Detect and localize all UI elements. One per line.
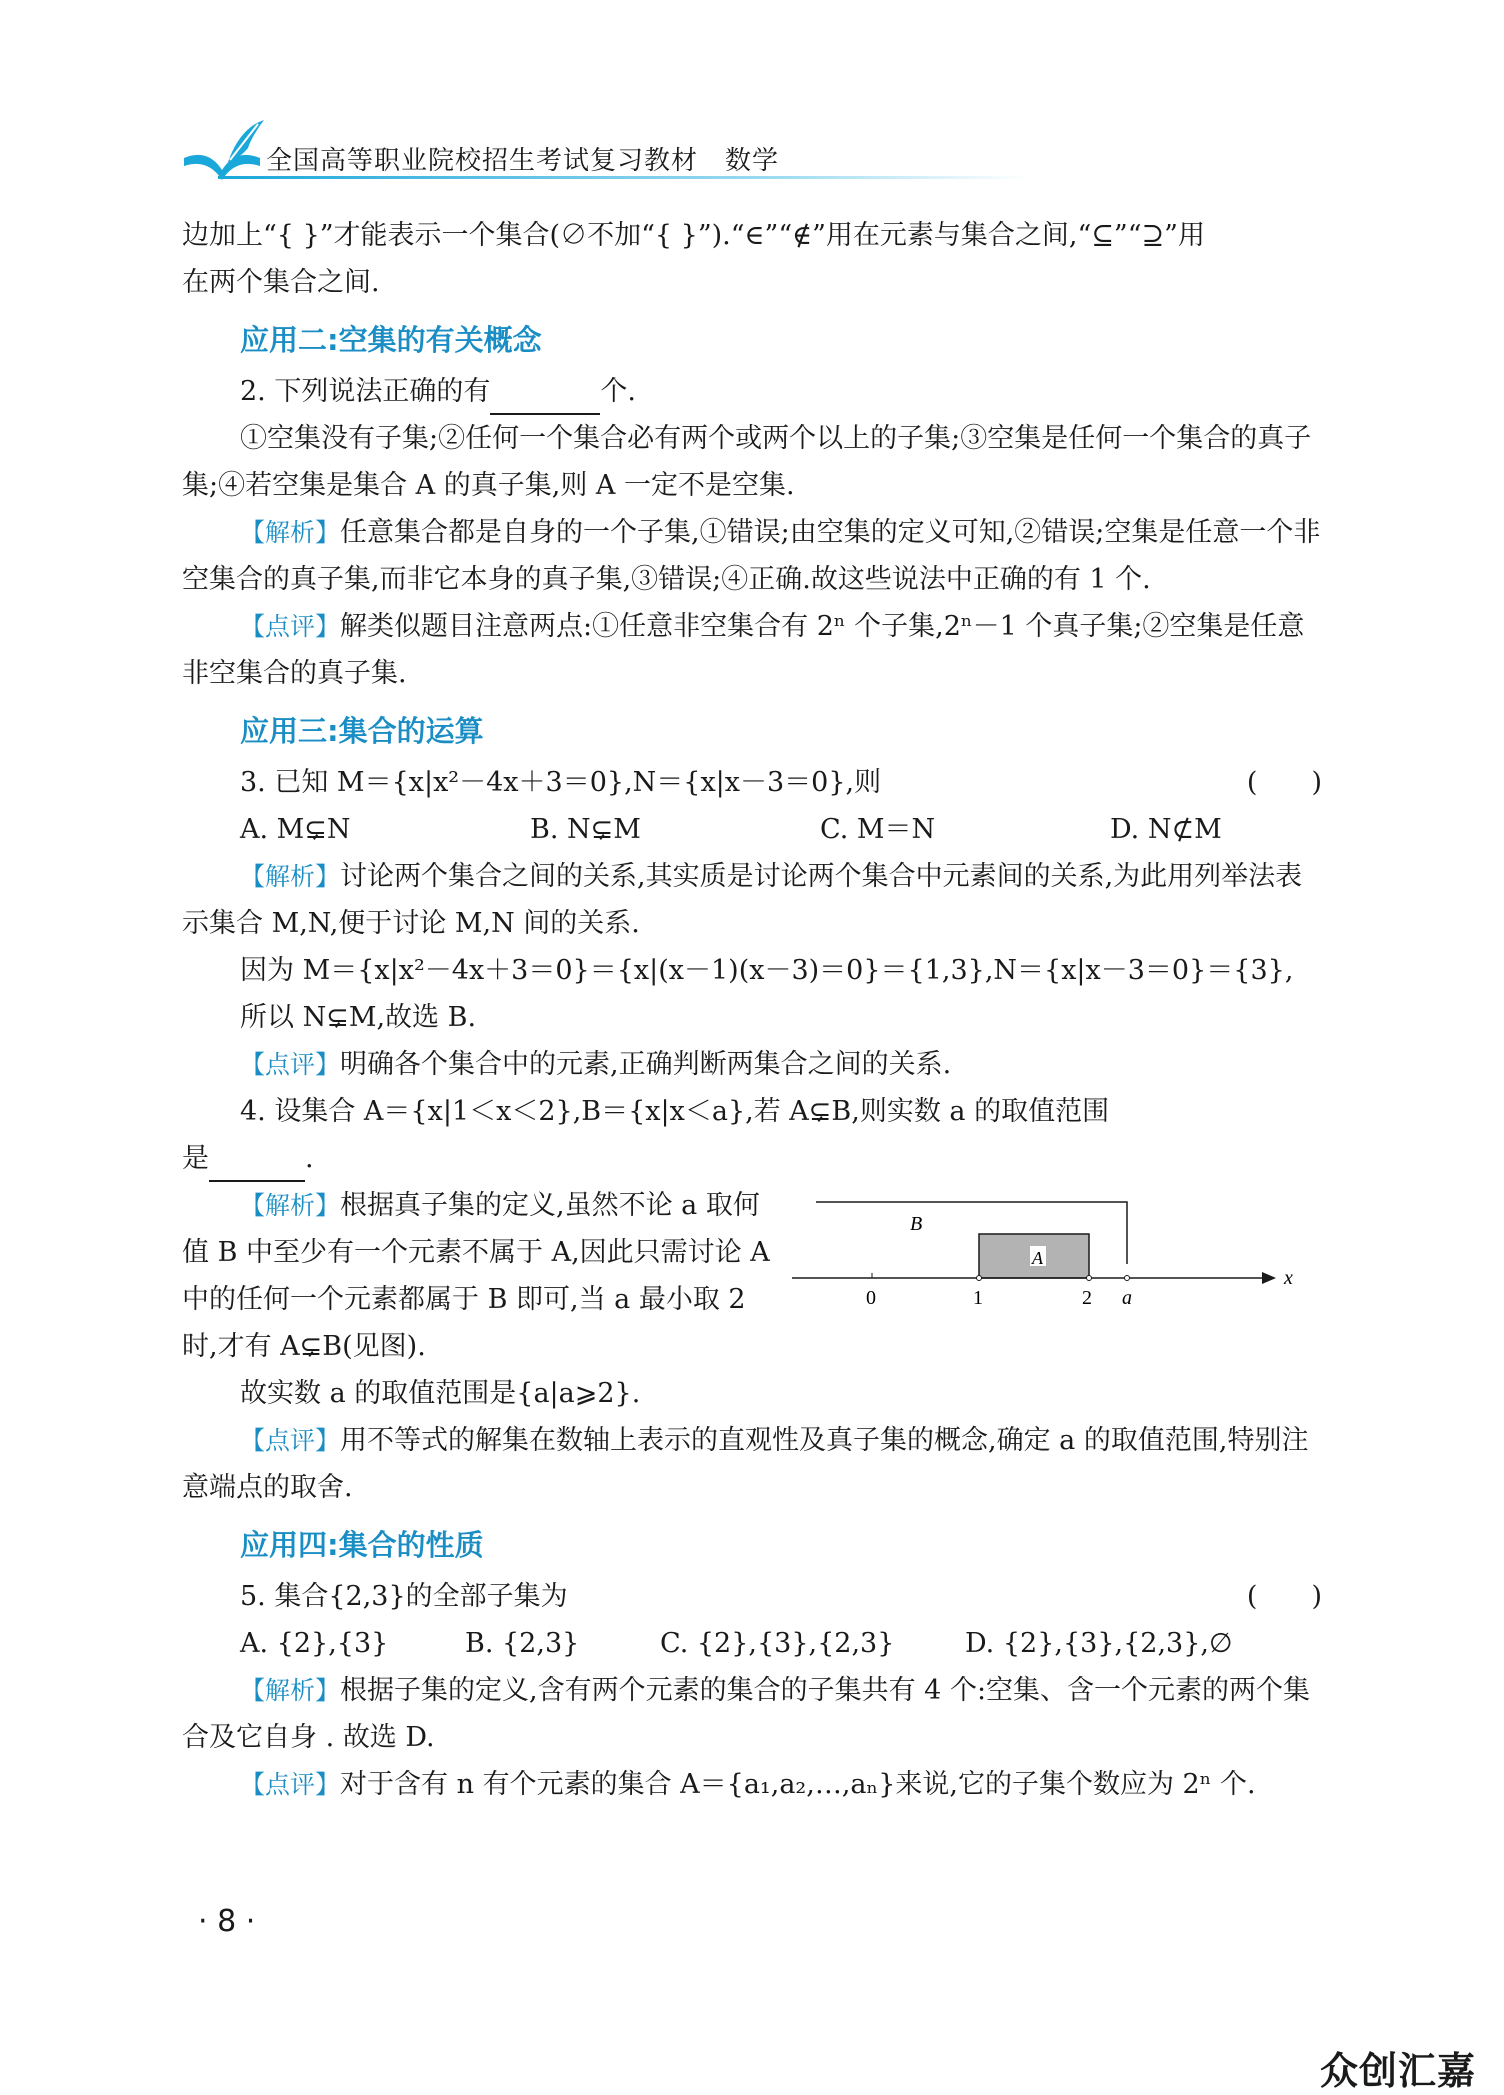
option-b: B. {2,3} — [465, 1628, 580, 1659]
answer-blank — [209, 1150, 305, 1182]
point-a — [1125, 1276, 1130, 1281]
analysis-3-text: 讨论两个集合之间的关系,其实质是讨论两个集合中元素间的关系,为此用列举法表示集合 M,N,便于讨论 M,N 间的关系. — [182, 861, 1303, 939]
section-title-3: 应用三:集合的运算 — [240, 714, 484, 748]
analysis-4-text: 根据真子集的定义,虽然不论 a 取何值 B 中至少有一个元素不属于 A,因此只需讨论 A 中的任何一个元素都属于 B 即可,当 a 最小取 2 时,才有 A⊊B(见图). — [182, 1190, 770, 1362]
comment-tag: 【点评】 — [240, 612, 341, 641]
so-line: 所以 N⊊M,故选 B. — [240, 1002, 477, 1033]
comment-5 — [182, 1761, 1322, 1808]
point-1 — [977, 1276, 982, 1281]
intro-line-1: 边加上“{ }”才能表示一个集合(∅不加“{ }”).“∈”“∉”用在元素与集合之间,“⊆”“⊇”用 — [182, 220, 1205, 251]
publisher-watermark: 众创汇嘉 — [1320, 2049, 1477, 2093]
option-b: B. N⊊M — [530, 814, 641, 845]
book-title: 全国高等职业院校招生考试复习教材 数学 — [266, 146, 780, 176]
comment-2-text: 解类似题目注意两点:①任意非空集合有 2ⁿ 个子集,2ⁿ－1 个真子集;②空集是任意非空集合的真子集. — [182, 611, 1305, 689]
tick-label-a: a — [1122, 1287, 1132, 1309]
question-5-text: 5. 集合{2,3}的全部子集为 — [240, 1581, 568, 1612]
answer-bracket: ( ) — [1246, 1581, 1322, 1612]
question-5 — [182, 1573, 1322, 1620]
axis-arrow-icon — [1262, 1272, 1276, 1284]
axis-label-x: x — [1284, 1267, 1293, 1289]
comment-3 — [182, 1041, 1322, 1088]
tick-label-2: 2 — [1082, 1287, 1092, 1309]
range-line: 故实数 a 的取值范围是{a|a⩾2}. — [240, 1378, 641, 1409]
number-line-figure — [792, 1182, 1322, 1342]
question-5-options — [182, 1620, 1322, 1667]
question-2-text: 2. 下列说法正确的有 — [240, 376, 491, 407]
page-content — [182, 212, 1322, 1808]
question-3-text: 3. 已知 M＝{x|x²－4x＋3＝0},N＝{x|x－3＝0},则 — [240, 767, 882, 798]
analysis-tag: 【解析】 — [240, 518, 341, 547]
page-number: · 8 · — [198, 1904, 256, 1939]
analysis-tag: 【解析】 — [240, 1676, 341, 1705]
analysis-3 — [182, 853, 1322, 947]
answer-bracket: ( ) — [1246, 767, 1322, 798]
header-rule — [218, 176, 1028, 179]
analysis-2-text: 任意集合都是自身的一个子集,①错误;由空集的定义可知,②错误;空集是任意一个非空集合的真子集,而非它本身的真子集,③错误;④正确.故这些说法中正确的有 1 个. — [182, 517, 1321, 595]
analysis-tag: 【解析】 — [240, 862, 341, 891]
comment-3-text: 明确各个集合中的元素,正确判断两集合之间的关系. — [340, 1049, 952, 1080]
analysis-4 — [182, 1182, 774, 1370]
question-3 — [182, 759, 1322, 806]
option-c: C. {2},{3},{2,3} — [660, 1628, 895, 1659]
number-line-svg — [792, 1182, 1322, 1342]
analysis-5 — [182, 1667, 1322, 1761]
option-a: A. {2},{3} — [240, 1628, 389, 1659]
question-3-options — [182, 806, 1322, 853]
label-b: B — [910, 1213, 923, 1235]
option-c: C. M＝N — [820, 814, 936, 845]
answer-blank — [490, 383, 600, 415]
question-4-text: 是 — [182, 1143, 209, 1174]
question-4-line-1: 4. 设集合 A＝{x|1＜x＜2},B＝{x|x＜a},若 A⊊B,则实数 a 的取值范围 — [240, 1096, 1110, 1127]
because-line: 因为 M＝{x|x²－4x＋3＝0}＝{x|(x－1)(x－3)＝0}＝{1,3},N＝{x|x－3＝0}＝{3}, — [240, 955, 1294, 986]
option-d: D. N⊄M — [1110, 814, 1222, 845]
comment-5-text: 对于含有 n 有个元素的集合 A＝{a₁,a₂,…,aₙ}来说,它的子集个数应为 2ⁿ 个. — [340, 1769, 1256, 1800]
question-4-line-2 — [182, 1135, 1322, 1182]
comment-4-text: 用不等式的解集在数轴上表示的直观性及真子集的概念,确定 a 的取值范围,特别注意端点的取舍. — [182, 1425, 1309, 1503]
tick-label-1: 1 — [973, 1287, 983, 1309]
question-2-suffix: 个. — [600, 376, 636, 407]
comment-2 — [182, 603, 1322, 697]
analysis-4-block — [182, 1182, 1322, 1370]
page-header — [178, 118, 858, 188]
question-4-end: . — [305, 1143, 314, 1174]
intro-line-2: 在两个集合之间. — [182, 267, 380, 298]
section-title-4: 应用四:集合的性质 — [240, 1528, 484, 1562]
point-2 — [1087, 1276, 1092, 1281]
comment-4 — [182, 1417, 1322, 1511]
label-a-set: A — [1032, 1248, 1043, 1268]
option-a: A. M⊊N — [240, 814, 351, 845]
analysis-tag: 【解析】 — [240, 1191, 341, 1220]
analysis-5-text: 根据子集的定义,含有两个元素的集合的子集共有 4 个:空集、含一个元素的两个集合及它自身 . 故选 D. — [182, 1675, 1311, 1753]
tick-label-0: 0 — [866, 1287, 876, 1309]
analysis-2 — [182, 509, 1322, 603]
question-2 — [182, 368, 1322, 415]
comment-tag: 【点评】 — [240, 1426, 341, 1455]
section-title-2: 应用二:空集的有关概念 — [240, 323, 542, 357]
comment-tag: 【点评】 — [240, 1770, 341, 1799]
comment-tag: 【点评】 — [240, 1050, 341, 1079]
option-d: D. {2},{3},{2,3},∅ — [965, 1628, 1233, 1659]
question-2-items: ①空集没有子集;②任何一个集合必有两个或两个以上的子集;③空集是任何一个集合的真子集;④若空集是集合 A 的真子集,则 A 一定不是空集. — [182, 423, 1312, 501]
